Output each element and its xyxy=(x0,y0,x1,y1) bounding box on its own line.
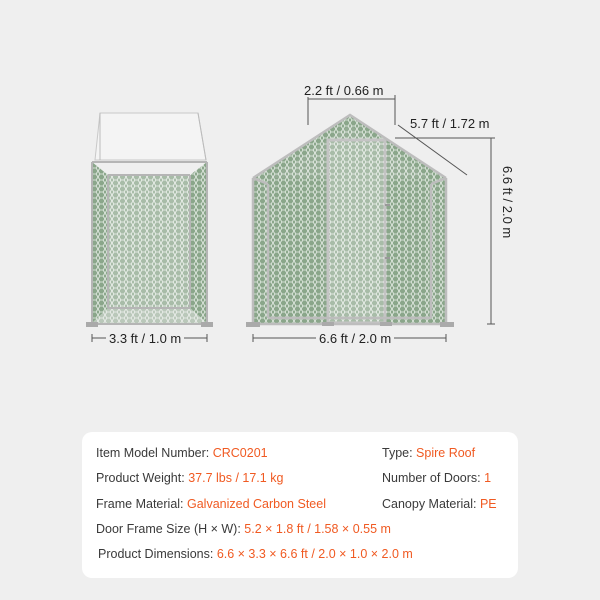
spec-doors xyxy=(382,471,491,485)
side-width-label: 3.3 ft / 1.0 m xyxy=(106,332,184,345)
spec-type-label: Type: xyxy=(382,446,417,460)
spec-doors-label: Number of Doors: xyxy=(382,471,485,485)
front-view xyxy=(246,115,454,327)
spec-door-frame xyxy=(96,522,391,536)
side-view xyxy=(86,113,213,327)
spec-model xyxy=(96,446,268,460)
canopy xyxy=(95,113,206,160)
spec-canopy xyxy=(382,497,497,511)
spec-weight xyxy=(96,471,283,485)
spec-product-dimensions-label: Product Dimensions: xyxy=(98,547,217,561)
spec-model-label: Item Model Number: xyxy=(96,446,213,460)
spec-frame-label: Frame Material: xyxy=(96,497,187,511)
front-width-label: 6.6 ft / 2.0 m xyxy=(316,332,394,345)
spec-doors-value: 1 xyxy=(484,471,492,485)
spec-product-dimensions-value: 6.6 × 3.3 × 6.6 ft / 2.0 × 1.0 × 2.0 m xyxy=(216,547,413,561)
top-width-label: 2.2 ft / 0.66 m xyxy=(304,83,384,98)
spec-type-value: Spire Roof xyxy=(416,446,476,460)
spec-frame-value: Galvanized Carbon Steel xyxy=(187,497,326,511)
spec-product-dimensions xyxy=(98,547,413,561)
spec-frame xyxy=(96,497,326,511)
spec-canopy-label: Canopy Material: xyxy=(382,497,480,511)
spec-canopy-value: PE xyxy=(479,497,497,511)
spec-card xyxy=(82,432,518,578)
spec-weight-value: 37.7 lbs / 17.1 kg xyxy=(188,471,284,485)
spec-door-frame-value: 5.2 × 1.8 ft / 1.58 × 0.55 m xyxy=(244,522,391,536)
spec-type xyxy=(382,446,475,460)
height-label: 6.6 ft / 2.0 m xyxy=(500,166,515,239)
spec-weight-label: Product Weight: xyxy=(96,471,189,485)
spec-door-frame-label: Door Frame Size (H × W): xyxy=(96,522,245,536)
spec-model-value: CRC0201 xyxy=(212,446,268,460)
roof-slope-label: 5.7 ft / 1.72 m xyxy=(410,116,490,131)
